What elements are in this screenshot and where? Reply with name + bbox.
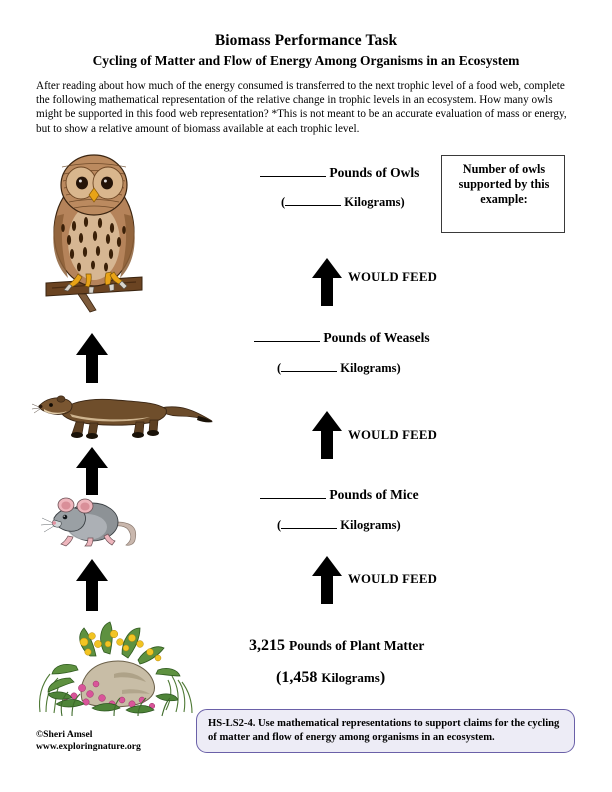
owls-kg-label: Kilograms: [344, 195, 401, 209]
owl-illustration: [38, 150, 178, 320]
plants-kg-label: Kilograms: [321, 670, 380, 685]
would-feed-label-weasels: WOULD FEED: [348, 428, 438, 442]
plants-svg: [26, 612, 202, 718]
mice-kg-label: Kilograms: [340, 518, 397, 532]
owls-kg-blank[interactable]: [285, 194, 341, 206]
would-feed-label-owls: WOULD FEED: [348, 270, 438, 284]
up-arrow-icon: [74, 559, 110, 611]
credit-website[interactable]: www.exploringnature.org: [36, 741, 141, 753]
weasel-illustration: [32, 382, 222, 449]
mice-pounds-label: Pounds of Mice: [329, 487, 419, 502]
plants-pounds-label: Pounds of Plant Matter: [289, 638, 425, 653]
credit-block: [36, 729, 141, 754]
weasels-kg-open-paren: (: [277, 361, 282, 375]
page-subtitle: Cycling of Matter and Flow of Energy Among Organisms in an Ecosystem: [92, 53, 520, 68]
arrow-weasel-to-owl: [74, 333, 110, 388]
standards-callout-box: [196, 709, 575, 753]
arrow-would-feed-mice: [310, 556, 344, 609]
plants-illustration: [26, 612, 202, 723]
level-plants-kilograms: [276, 669, 385, 687]
plants-kg-open-paren: (: [276, 669, 282, 686]
weasels-pounds-blank[interactable]: [254, 330, 320, 342]
page-title: Biomass Performance Task: [214, 32, 398, 49]
up-arrow-icon: [310, 258, 344, 306]
weasels-pounds-label: Pounds of Weasels: [323, 330, 430, 345]
plants-kg-close-paren: ): [379, 669, 386, 686]
up-arrow-icon: [310, 556, 344, 604]
weasels-kg-close-paren: ): [396, 361, 401, 375]
mice-kg-close-paren: ): [396, 518, 401, 532]
weasel-svg: [32, 382, 222, 444]
mice-kg-blank[interactable]: [281, 517, 337, 529]
up-arrow-icon: [74, 333, 110, 383]
plants-pounds-value: 3,215: [249, 637, 285, 654]
up-arrow-icon: [74, 447, 110, 495]
would-feed-label-mice: WOULD FEED: [348, 572, 438, 586]
weasels-kg-blank[interactable]: [281, 360, 337, 372]
weasels-kg-label: Kilograms: [340, 361, 397, 375]
owls-kg-open-paren: (: [281, 195, 286, 209]
level-mice-kilograms: [277, 517, 401, 533]
arrow-would-feed-weasels: [310, 411, 344, 464]
mice-kg-open-paren: (: [277, 518, 282, 532]
owls-pounds-blank[interactable]: [260, 165, 326, 177]
plants-kg-value: 1,458: [281, 669, 318, 686]
level-plants-pounds: [249, 637, 424, 655]
standards-text: HS-LS2-4. Use mathematical representations to support claims for the cycling of matter and flow of energy among organisms in an ecosystem.: [208, 718, 560, 743]
level-owls-kilograms: [281, 194, 405, 210]
mouse-illustration: [40, 492, 144, 553]
level-owls-pounds: [260, 165, 419, 181]
credit-author: ©Sheri Amsel: [36, 729, 93, 740]
mice-pounds-blank[interactable]: [260, 487, 326, 499]
up-arrow-icon: [310, 411, 344, 459]
arrow-would-feed-owls: [310, 258, 344, 311]
level-mice-pounds: [260, 487, 419, 503]
owl-count-box-label: Number of owls supported by this example:: [458, 162, 550, 206]
level-weasels-kilograms: [277, 360, 401, 376]
owls-kg-close-paren: ): [400, 195, 405, 209]
arrow-plants-to-mouse: [74, 559, 110, 616]
owls-pounds-label: Pounds of Owls: [329, 165, 420, 180]
intro-paragraph: After reading about how much of the energy consumed is transferred to the next trophic level of a food web, complete the following mathematical representation of the relative change in trophic levels in an ecosystem. How many owls might be supported in this food web representation? *This is not meant to be an accurate evaluation of mass or energy, but to show a relative amount of biomass available at each trophic level.: [36, 80, 567, 135]
level-weasels-pounds: [254, 330, 430, 346]
owl-svg: [38, 150, 178, 315]
owl-count-answer-box[interactable]: [441, 155, 565, 233]
mouse-svg: [40, 492, 144, 548]
